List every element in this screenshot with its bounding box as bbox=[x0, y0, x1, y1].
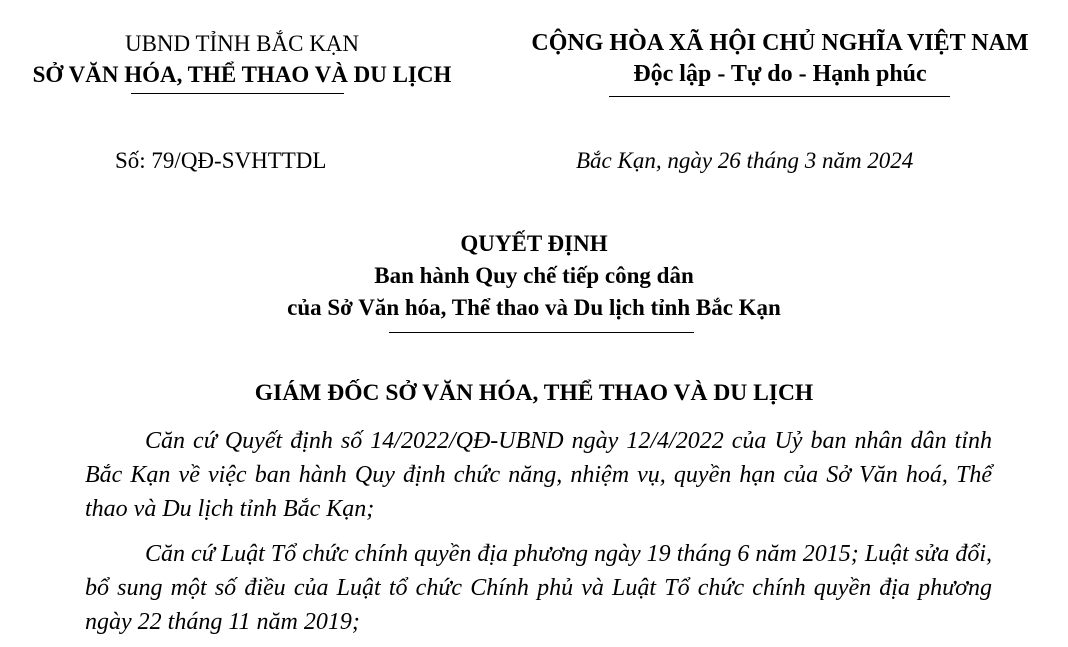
title-underline bbox=[389, 332, 694, 333]
document-number: Số: 79/QĐ-SVHTTDL bbox=[115, 148, 327, 173]
motto-underline bbox=[609, 96, 950, 97]
national-title-block bbox=[500, 28, 1060, 90]
issuer-heading: GIÁM ĐỐC SỞ VĂN HÓA, THỂ THAO VÀ DU LỊCH bbox=[254, 380, 814, 406]
issuing-authority-block bbox=[0, 28, 484, 90]
decision-subject-line-1: Ban hành Quy chế tiếp công dân bbox=[374, 263, 694, 288]
decision-type: QUYẾT ĐỊNH bbox=[460, 231, 608, 256]
national-motto: Độc lập - Tự do - Hạnh phúc bbox=[633, 61, 927, 87]
place-and-date: Bắc Kạn, ngày 26 tháng 3 năm 2024 bbox=[576, 148, 914, 173]
legal-basis-paragraph: Căn cứ Quyết định số 14/2022/QĐ-UBND ngày 12/4/2022 của Uỷ ban nhân dân tỉnh Bắc Kạn về việc ban hành Quy định chức năng, nhiệm vụ, quyền hạn của Sở Văn hoá, Thể thao và Du lịch tỉnh Bắc Kạn; bbox=[85, 428, 992, 522]
country-name: CỘNG HÒA XÃ HỘI CHỦ NGHĨA VIỆT NAM bbox=[531, 30, 1029, 56]
decision-subject-line-2: của Sở Văn hóa, Thể thao và Du lịch tỉnh Bắc Kạn bbox=[287, 295, 781, 320]
department-underline bbox=[131, 93, 344, 94]
provincial-committee-name: UBND TỈNH BẮC KẠN bbox=[124, 31, 360, 56]
legal-basis-paragraph: Căn cứ Luật Tổ chức chính quyền địa phương ngày 19 tháng 6 năm 2015; Luật sửa đổi, bổ sung một số điều của Luật tổ chức Chính phủ và Luật Tổ chức chính quyền địa phương ngày 22 tháng 11 năm 2019; bbox=[85, 541, 992, 635]
department-name: SỞ VĂN HÓA, THỂ THAO VÀ DU LỊCH bbox=[32, 62, 452, 87]
decision-title-block bbox=[0, 228, 1068, 324]
